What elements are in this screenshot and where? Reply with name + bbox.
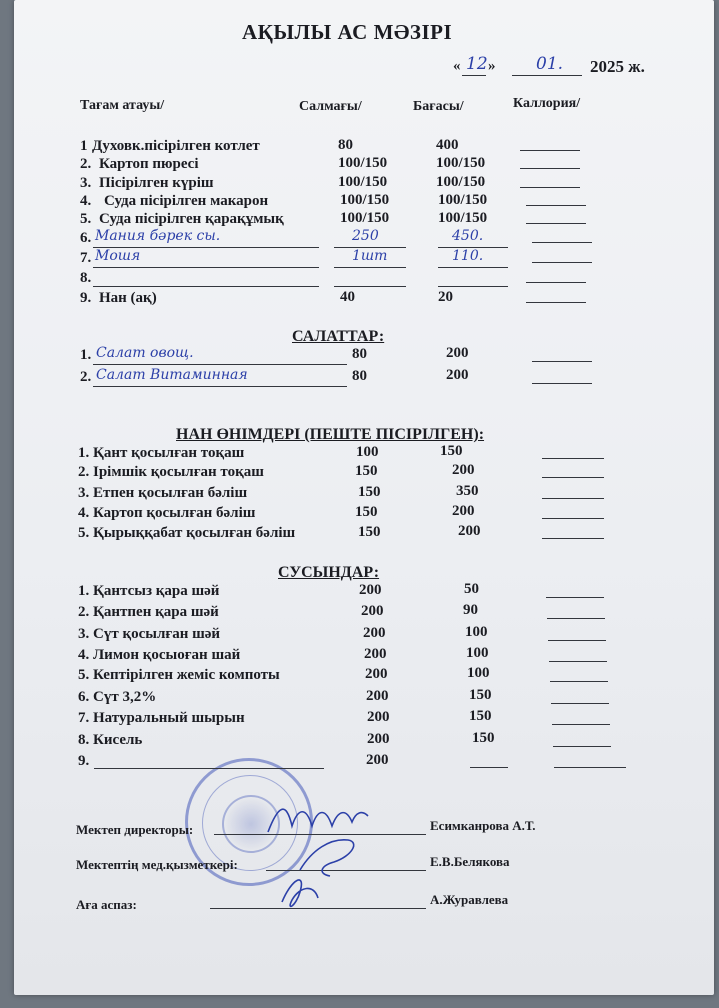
menu-item-number: 1 [80,138,88,154]
director-signature [268,809,368,832]
menu-item-number: 8. [80,270,92,286]
bakery-item-weight: 150 [355,463,378,479]
bakery-item-calorie-line [542,498,604,499]
menu-item-name-line [93,286,319,287]
menu-item-name: Пісірілген күріш [99,175,214,191]
bakery-item-price: 350 [456,483,479,499]
drink-item-name: 4. Лимон қосыоған шай [78,647,241,663]
chef-name: А.Журавлева [430,892,509,907]
menu-item-calorie-line [526,302,586,303]
drink-item-weight: 200 [366,752,389,768]
menu-item-name: Картоп пюресі [99,156,199,172]
bakery-item-name: 1. Қант қосылған тоқаш [78,445,245,461]
date-month: 01. [536,54,564,74]
menu-item-number: 5. [80,211,92,227]
drink-item-calorie-line [550,681,608,682]
bakery-item-calorie-line [542,458,604,459]
bakery-item-price: 200 [452,462,475,478]
salad-item-price: 200 [446,367,469,383]
director-role: Мектеп директоры: [76,822,194,837]
drink-item-price: 100 [465,624,488,640]
drink-item-name-line [94,768,324,769]
drink-item-calorie-line [549,661,607,662]
menu-item-number: 2. [80,156,92,172]
menu-item-price: 100/150 [438,210,488,226]
salad-item-calorie-line [532,383,592,384]
menu-item-weight: 80 [338,137,353,153]
menu-item-price: 20 [438,289,453,305]
menu-item-price-line [438,286,508,287]
bakery-item-calorie-line [542,477,604,478]
menu-item-calorie-line [526,205,586,206]
menu-item-price-line [438,267,508,268]
salad-item-name-line [93,386,347,387]
bakery-item-weight: 150 [355,504,378,520]
menu-item-weight-line [334,286,406,287]
bakery-item-name: 3. Етпен қосылған бәліш [78,485,248,501]
menu-item-price: 110. [452,248,484,264]
menu-item-calorie-line [520,187,580,188]
salads-title: САЛАТТАР: [292,328,385,345]
salad-item-number: 1. [80,347,92,363]
drink-item-calorie-line [552,724,610,725]
menu-item-weight-line [334,267,406,268]
menu-item-calorie-line [526,282,586,283]
bakery-item-name: 4. Картоп қосылған бәліш [78,505,256,521]
header-calorie: Каллория/ [513,96,581,111]
page-title: АҚЫЛЫ АС МӘЗІРІ [242,20,453,44]
menu-item-number: 3. [80,175,92,191]
drink-item-weight: 200 [364,646,387,662]
menu-item-price: 100/150 [436,174,486,190]
menu-item-price: 100/150 [438,192,488,208]
drink-item-weight: 200 [367,709,390,725]
salad-item-calorie-line [532,361,592,362]
bakery-item-price: 150 [440,443,463,459]
menu-item-number: 9. [80,290,92,306]
drink-item-name: 1. Қантсыз қара шәй [78,583,220,599]
drink-item-weight: 200 [359,582,382,598]
bakery-item-price: 200 [452,503,475,519]
salad-item-weight: 80 [352,368,367,384]
menu-item-name: Нан (ақ) [99,290,157,306]
menu-item-price: 450. [452,228,484,244]
drink-item-price: 150 [472,730,495,746]
drink-item-weight: 200 [363,625,386,641]
bakery-item-price: 200 [458,523,481,539]
date-open-quote: « [453,58,461,74]
bakery-item-weight: 150 [358,524,381,540]
bakery-item-name: 2. Ірімшік қосылған тоқаш [78,464,264,480]
bakery-item-calorie-line [542,538,604,539]
drink-item-name: 3. Сүт қосылған шәй [78,626,221,642]
nurse-signature [300,840,354,876]
drink-item-name: 8. Кисель [78,732,143,748]
salad-item-weight: 80 [352,346,367,362]
date-day: 12 [466,54,488,74]
drink-item-price: 100 [467,665,490,681]
header-weight: Салмағы/ [299,99,362,114]
bakery-title: НАН ӨНІМДЕРІ (ПЕШТЕ ПІСІРІЛГЕН): [176,426,485,443]
bakery-item-weight: 100 [356,444,379,460]
bakery-item-weight: 150 [358,484,381,500]
menu-item-name-line [93,267,319,268]
chef-role: Аға аспаз: [76,897,137,912]
menu-item-weight: 40 [340,289,355,305]
header-price: Бағасы/ [413,99,464,114]
menu-item-calorie-line [526,223,586,224]
drink-item-name: 5. Кептірілген жеміс компоты [78,667,280,683]
salad-item-name-line [93,364,347,365]
menu-item-number: 4. [80,193,92,209]
drink-item-weight: 200 [366,688,389,704]
salad-item-name: Салат овощ. [96,345,194,361]
drink-item-price: 90 [463,602,478,618]
drink-item-price: 150 [469,708,492,724]
drink-item-weight: 200 [367,731,390,747]
drinks-title: СУСЫНДАР: [278,564,380,581]
menu-item-calorie-line [520,150,580,151]
drink-item-name: 2. Қантпен қара шәй [78,604,219,620]
menu-item-weight: 100/150 [338,155,388,171]
menu-item-weight: 1шт [352,248,388,264]
menu-item-price: 400 [436,137,459,153]
drink-item-calorie-line [553,746,611,747]
menu-item-price: 100/150 [436,155,486,171]
salad-item-price: 200 [446,345,469,361]
salad-item-number: 2. [80,369,92,385]
drink-item-price: 50 [464,581,479,597]
drink-item-calorie-line [551,703,609,704]
drink-item-price: 100 [466,645,489,661]
drink-item-price: 150 [469,687,492,703]
menu-item-number: 6. [80,230,92,246]
menu-item-name: Мошя [95,248,141,264]
drink-item-name: 7. Натуральный шырын [78,710,245,726]
drink-item-calorie-line [546,597,604,598]
menu-item-name: Мания бәрек сы. [95,228,221,244]
menu-item-weight: 250 [352,228,379,244]
salad-item-name: Салат Витаминная [96,367,248,383]
drink-item-name: 9. [78,753,90,769]
drink-item-weight: 200 [365,666,388,682]
drink-item-name: 6. Сүт 3,2% [78,689,157,705]
date-year: 2025 ж. [590,57,645,76]
menu-item-calorie-line [520,168,580,169]
drink-item-price-line [470,767,508,768]
header-name: Тағам атауы/ [80,98,165,113]
bakery-item-calorie-line [542,518,604,519]
drink-item-calorie-line [547,618,605,619]
bakery-item-name: 5. Қырыққабат қосылған бәліш [78,525,296,541]
menu-item-calorie-line [532,242,592,243]
menu-item-number: 7. [80,250,92,266]
menu-item-name: Суда пісірілген қарақұмық [99,211,284,227]
drink-item-calorie-line [548,640,606,641]
menu-item-name: Суда пісірілген макарон [104,193,269,209]
chef-signature [282,880,318,906]
date-close-quote: » [488,58,496,74]
menu-item-weight: 100/150 [340,210,390,226]
menu-item-weight: 100/150 [338,174,388,190]
menu-item-name: Духовк.пісірілген котлет [92,138,260,154]
director-name: Есимканрова А.Т. [430,818,536,833]
drink-item-calorie-line [554,767,626,768]
drink-item-weight: 200 [361,603,384,619]
menu-item-calorie-line [532,262,592,263]
nurse-role: Мектептің мед.қызметкері: [76,857,238,872]
nurse-name: Е.В.Белякова [430,854,510,869]
menu-item-weight: 100/150 [340,192,390,208]
